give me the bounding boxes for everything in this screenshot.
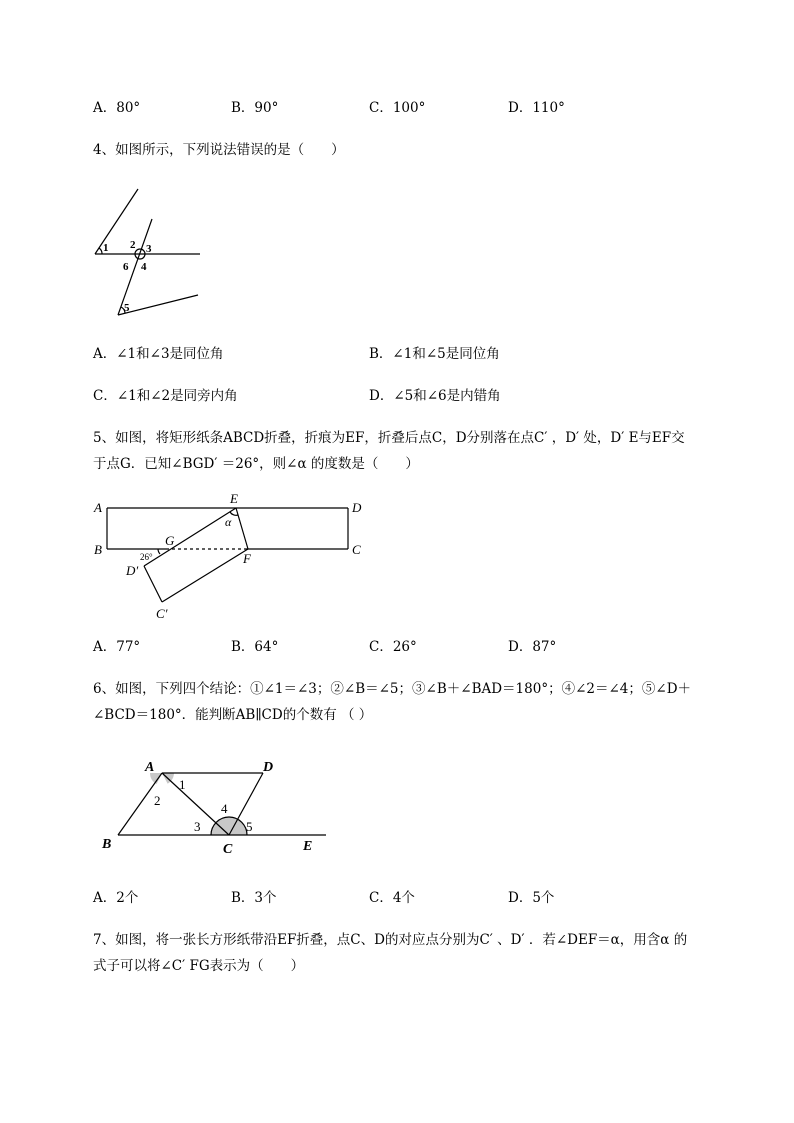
q6-stem-line2: ∠BCD＝180°．能判断AB∥CD的个数有 （ ）	[93, 707, 373, 723]
q5-label-d: D	[352, 500, 362, 515]
q6-figure	[98, 755, 333, 860]
q4-label-4: 4	[141, 261, 147, 273]
q5-figure	[88, 488, 378, 623]
q6-option-d: D．5个	[508, 890, 555, 906]
q5-label-b: B	[94, 542, 102, 557]
q5-label-a: A	[94, 500, 102, 515]
q5-label-alpha: α	[225, 515, 232, 529]
q4-label-3: 3	[146, 243, 152, 255]
q5-option-c: C．26°	[369, 639, 417, 655]
q4-option-a: A．∠1和∠3是同位角	[93, 346, 224, 362]
q4-option-c: C．∠1和∠2是同旁内角	[93, 388, 238, 404]
q5-option-b: B．64°	[231, 639, 279, 655]
q6-label-5: 5	[246, 819, 253, 834]
q4-stem: 4、如图所示，下列说法错误的是（ ）	[93, 142, 345, 158]
q6-option-b: B．3个	[231, 890, 277, 906]
q6-stem-line1: 6、如图，下列四个结论：①∠1＝∠3；②∠B＝∠5；③∠B＋∠BAD＝180°；④∠2＝∠4；⑤∠D＋	[93, 681, 692, 697]
q5-label-c-prime: C′	[156, 606, 168, 621]
q5-option-a: A．77°	[93, 639, 141, 655]
q6-option-c: C．4个	[369, 890, 415, 906]
q5-label-g: G	[165, 533, 175, 548]
q5-label-e: E	[230, 491, 238, 506]
q5-stem-line2: 于点G．已知∠BGD′ ＝26°，则∠α 的度数是（ ）	[93, 456, 419, 472]
q3-option-a: A．80°	[93, 100, 141, 116]
q5-label-f: F	[243, 551, 251, 566]
q4-label-6: 6	[123, 261, 129, 273]
q5-label-c: C	[352, 542, 361, 557]
q5-label-26deg: 26°	[140, 552, 153, 562]
q5-option-d: D．87°	[508, 639, 557, 655]
q6-label-a: A	[145, 760, 155, 775]
q4-option-d: D．∠5和∠6是内错角	[369, 388, 501, 404]
q7-stem-line2: 式子可以将∠C′ FG表示为（ ）	[93, 958, 305, 974]
q7-stem-line1: 7、如图，将一张长方形纸带沿EF折叠，点C、D的对应点分别为C′ 、D′ ．若∠DEF＝α，用含α 的	[93, 932, 688, 948]
q6-label-d: D	[263, 760, 274, 775]
q5-stem-line1: 5、如图，将矩形纸条ABCD折叠，折痕为EF，折叠后点C，D分别落在点C′ ，D′ 处，D′ E与EF交	[93, 430, 685, 446]
q4-figure	[90, 185, 205, 320]
q3-option-b: B．90°	[231, 100, 279, 116]
q6-label-c: C	[223, 842, 233, 857]
q6-label-2: 2	[154, 793, 161, 808]
q6-label-3: 3	[194, 819, 201, 834]
q5-label-d-prime: D′	[126, 563, 139, 578]
q4-option-b: B．∠1和∠5是同位角	[369, 346, 500, 362]
q3-option-d: D．110°	[508, 100, 565, 116]
q4-label-5: 5	[124, 302, 130, 314]
q6-label-b: B	[102, 837, 112, 852]
q6-label-e: E	[303, 839, 313, 854]
q6-label-4: 4	[221, 801, 228, 816]
q4-label-1: 1	[103, 242, 109, 254]
q6-label-1: 1	[179, 777, 186, 792]
q3-option-c: C．100°	[369, 100, 426, 116]
q6-option-a: A．2个	[93, 890, 139, 906]
q4-label-2: 2	[130, 239, 136, 251]
